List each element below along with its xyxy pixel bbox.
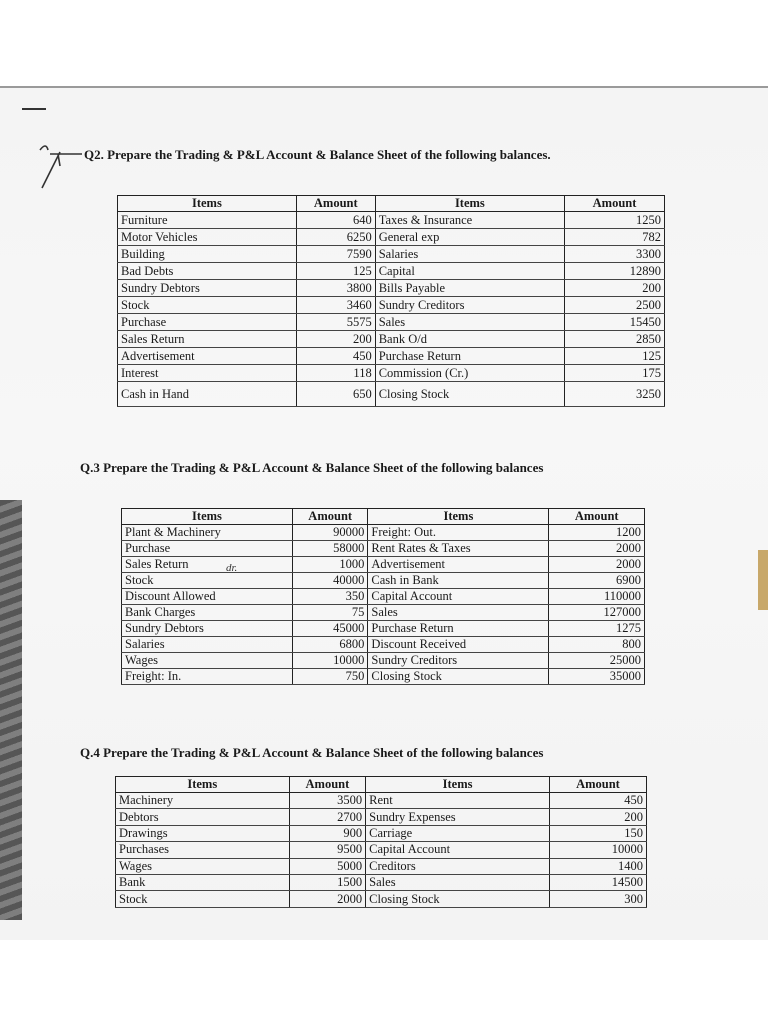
item-name: Purchase <box>122 541 293 557</box>
table-row <box>118 314 665 331</box>
item-name: Capital Account <box>366 842 550 858</box>
header-amount: Amount <box>549 509 645 525</box>
item-amount: 200 <box>549 809 646 825</box>
item-name: Advertisement <box>368 557 549 573</box>
header-items: Items <box>122 509 293 525</box>
item-name: Sundry Debtors <box>118 280 297 297</box>
item-amount: 5575 <box>296 314 375 331</box>
item-amount: 125 <box>296 263 375 280</box>
header-amount: Amount <box>296 196 375 212</box>
table-row <box>118 263 665 280</box>
item-amount: 640 <box>296 212 375 229</box>
item-name: Sales <box>366 874 550 890</box>
item-amount: 40000 <box>292 573 367 589</box>
item-name: Purchase Return <box>375 348 564 365</box>
background-edge <box>0 500 22 920</box>
item-amount: 150 <box>549 825 646 841</box>
table-row <box>116 858 647 874</box>
table-row <box>122 525 645 541</box>
item-amount: 14500 <box>549 874 646 890</box>
table-header-row <box>118 196 665 212</box>
item-name: Cash in Bank <box>368 573 549 589</box>
item-amount: 1000 <box>292 557 367 573</box>
table-row <box>116 891 647 907</box>
item-amount: 175 <box>565 365 665 382</box>
item-amount: 10000 <box>292 653 367 669</box>
item-amount: 10000 <box>549 842 646 858</box>
item-name: Plant & Machinery <box>122 525 293 541</box>
header-items: Items <box>118 196 297 212</box>
header-amount: Amount <box>549 777 646 793</box>
item-amount: 125 <box>565 348 665 365</box>
item-amount: 110000 <box>549 589 645 605</box>
item-name: Building <box>118 246 297 263</box>
item-amount: 58000 <box>292 541 367 557</box>
item-amount: 2000 <box>289 891 366 907</box>
item-name: Commission (Cr.) <box>375 365 564 382</box>
header-items: Items <box>368 509 549 525</box>
table-row <box>118 297 665 314</box>
table-row <box>116 874 647 890</box>
item-name: Bad Debts <box>118 263 297 280</box>
item-amount: 300 <box>549 891 646 907</box>
item-name: Stock <box>122 573 293 589</box>
q4-heading: Q.4 Prepare the Trading & P&L Account & Balance Sheet of the following balances <box>80 745 544 760</box>
table-row <box>116 825 647 841</box>
item-name: Closing Stock <box>375 382 564 407</box>
item-name: Drawings <box>116 825 290 841</box>
item-amount: 782 <box>565 229 665 246</box>
table-row <box>118 212 665 229</box>
table-header-row <box>122 509 645 525</box>
item-name: Sundry Creditors <box>368 653 549 669</box>
item-name: Rent Rates & Taxes <box>368 541 549 557</box>
header-items: Items <box>116 777 290 793</box>
q4-balances-table <box>115 776 647 908</box>
item-name: Discount Received <box>368 637 549 653</box>
item-amount: 750 <box>292 669 367 685</box>
item-amount: 2000 <box>549 557 645 573</box>
item-name: Sundry Creditors <box>375 297 564 314</box>
item-name: Closing Stock <box>368 669 549 685</box>
item-name: Salaries <box>122 637 293 653</box>
table-header-row <box>116 777 647 793</box>
item-amount: 900 <box>289 825 366 841</box>
item-amount: 350 <box>292 589 367 605</box>
header-items: Items <box>366 777 550 793</box>
item-amount: 1275 <box>549 621 645 637</box>
q2-table-body <box>118 212 665 407</box>
item-name: Wages <box>122 653 293 669</box>
item-amount: 45000 <box>292 621 367 637</box>
item-amount: 127000 <box>549 605 645 621</box>
table-row <box>122 637 645 653</box>
item-name: Stock <box>116 891 290 907</box>
item-amount: 2500 <box>565 297 665 314</box>
item-amount: 1500 <box>289 874 366 890</box>
item-amount: 2700 <box>289 809 366 825</box>
item-name: Debtors <box>116 809 290 825</box>
item-name: Sundry Debtors <box>122 621 293 637</box>
item-name: Salaries <box>375 246 564 263</box>
item-amount: 2850 <box>565 331 665 348</box>
item-amount: 1400 <box>549 858 646 874</box>
table-row <box>118 365 665 382</box>
table-row <box>118 246 665 263</box>
item-name: General exp <box>375 229 564 246</box>
item-name: Capital <box>375 263 564 280</box>
item-amount: 3300 <box>565 246 665 263</box>
item-name: Wages <box>116 858 290 874</box>
item-amount: 450 <box>549 793 646 809</box>
item-name: Sundry Expenses <box>366 809 550 825</box>
item-amount: 5000 <box>289 858 366 874</box>
table-row <box>116 842 647 858</box>
header-amount: Amount <box>289 777 366 793</box>
item-amount: 3250 <box>565 382 665 407</box>
item-name: Closing Stock <box>366 891 550 907</box>
q3-table-body <box>122 525 645 685</box>
item-name: Bank Charges <box>122 605 293 621</box>
item-name: Purchases <box>116 842 290 858</box>
item-amount: 3460 <box>296 297 375 314</box>
item-name: Purchase Return <box>368 621 549 637</box>
item-name: Machinery <box>116 793 290 809</box>
item-amount: 650 <box>296 382 375 407</box>
item-name: Sales <box>368 605 549 621</box>
item-name: Purchase <box>118 314 297 331</box>
table-row <box>122 605 645 621</box>
item-amount: 90000 <box>292 525 367 541</box>
item-amount: 12890 <box>565 263 665 280</box>
item-amount: 2000 <box>549 541 645 557</box>
item-amount: 1250 <box>565 212 665 229</box>
table-row <box>122 669 645 685</box>
item-amount: 25000 <box>549 653 645 669</box>
item-amount: 75 <box>292 605 367 621</box>
item-amount: 6250 <box>296 229 375 246</box>
item-amount: 450 <box>296 348 375 365</box>
item-name: Capital Account <box>368 589 549 605</box>
table-row <box>122 653 645 669</box>
item-name: Sales Return <box>118 331 297 348</box>
table-row <box>122 557 645 573</box>
table-row <box>118 280 665 297</box>
handwritten-mark-icon <box>38 140 88 190</box>
item-amount: 1200 <box>549 525 645 541</box>
item-amount: 15450 <box>565 314 665 331</box>
item-amount: 7590 <box>296 246 375 263</box>
item-amount: 800 <box>549 637 645 653</box>
item-name: Creditors <box>366 858 550 874</box>
item-name: Furniture <box>118 212 297 229</box>
item-amount: 3800 <box>296 280 375 297</box>
item-name: Freight: In. <box>122 669 293 685</box>
table-row <box>116 793 647 809</box>
item-amount: 118 <box>296 365 375 382</box>
table-row <box>118 382 665 407</box>
q3-heading: Q.3 Prepare the Trading & P&L Account & Balance Sheet of the following balances <box>80 460 544 475</box>
background-edge-right <box>758 550 768 610</box>
table-row <box>122 541 645 557</box>
q2-heading: Q2. Prepare the Trading & P&L Account & Balance Sheet of the following balances. <box>84 147 551 162</box>
item-name: Bank <box>116 874 290 890</box>
header-amount: Amount <box>292 509 367 525</box>
item-amount: 6900 <box>549 573 645 589</box>
handwritten-note: dr. <box>226 562 238 574</box>
item-amount: 200 <box>565 280 665 297</box>
table-row <box>122 621 645 637</box>
item-name: Advertisement <box>118 348 297 365</box>
item-name: Stock <box>118 297 297 314</box>
item-amount: 9500 <box>289 842 366 858</box>
item-name: Carriage <box>366 825 550 841</box>
item-amount: 35000 <box>549 669 645 685</box>
table-row <box>118 331 665 348</box>
item-amount: 3500 <box>289 793 366 809</box>
table-row <box>122 589 645 605</box>
header-amount: Amount <box>565 196 665 212</box>
margin-mark <box>22 108 46 110</box>
item-name: Taxes & Insurance <box>375 212 564 229</box>
q4-table-body <box>116 793 647 908</box>
table-row <box>122 573 645 589</box>
item-name: Interest <box>118 365 297 382</box>
item-amount: 6800 <box>292 637 367 653</box>
q2-balances-table <box>117 195 665 407</box>
item-name: Rent <box>366 793 550 809</box>
item-name: Cash in Hand <box>118 382 297 407</box>
item-name: Sales Return <box>122 557 293 573</box>
table-row <box>118 348 665 365</box>
item-name: Bank O/d <box>375 331 564 348</box>
header-items: Items <box>375 196 564 212</box>
item-name: Sales <box>375 314 564 331</box>
item-amount: 200 <box>296 331 375 348</box>
table-row <box>116 809 647 825</box>
item-name: Motor Vehicles <box>118 229 297 246</box>
table-row <box>118 229 665 246</box>
q3-balances-table <box>121 508 645 685</box>
item-name: Bills Payable <box>375 280 564 297</box>
item-name: Freight: Out. <box>368 525 549 541</box>
item-name: Discount Allowed <box>122 589 293 605</box>
